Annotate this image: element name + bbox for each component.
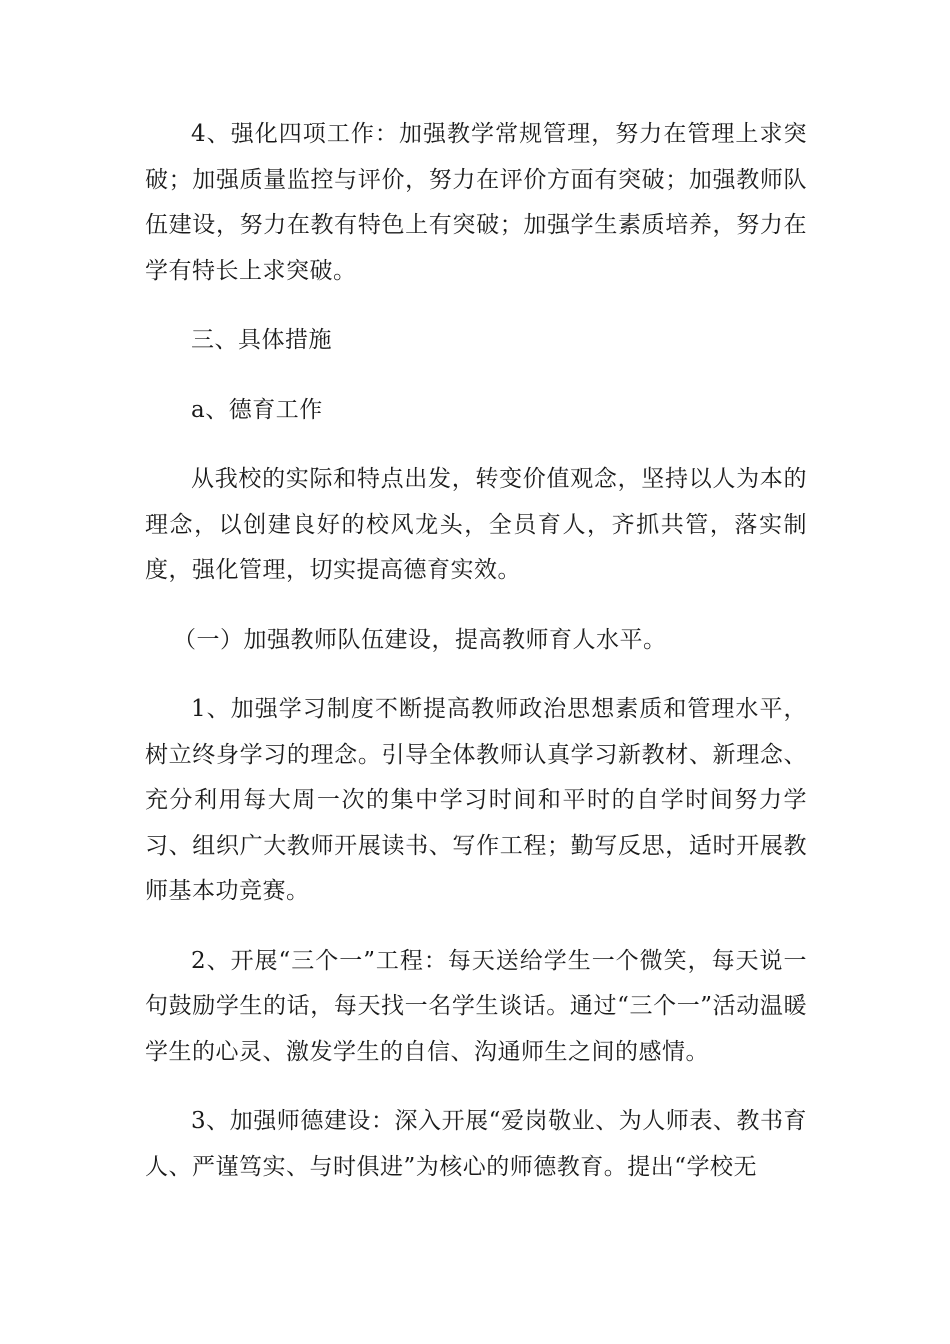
subsection-heading-teacher-team: （一）加强教师队伍建设，提高教师育人水平。 — [173, 626, 667, 653]
paragraph-study-system: 1、加强学习制度不断提高教师政治思想素质和管理水平，树立终身学习的理念。引导全体教师认真学习新教材、新理念、充分利用每大周一次的集中学习时间和平时的自学时间努力学习、组织广大教师开展读书、写作工程；勤写反思，适时开展教师基本功竞赛。 — [145, 696, 807, 904]
paragraph-four-tasks: 4、强化四项工作：加强教学常规管理，努力在管理上求突破；加强质量监控与评价，努力在评价方面有突破；加强教师队伍建设，努力在教有特色上有突破；加强学生素质培养，努力在学有特长上求突破。 — [145, 121, 807, 284]
section-heading-measures: 三、具体措施 — [191, 327, 332, 353]
paragraph-moral-education: 从我校的实际和特点出发，转变价值观念，坚持以人为本的理念，以创建良好的校风龙头，全员育人，齐抓共管，落实制度，强化管理，切实提高德育实效。 — [145, 466, 807, 583]
document-page — [145, 112, 807, 1190]
subsection-heading-moral-education: a、德育工作 — [191, 396, 323, 423]
paragraph-teacher-ethics: 3、加强师德建设：深入开展“爱岗敬业、为人师表、教书育人、严谨笃实、与时俱进”为核心的师德教育。提出“学校无 — [145, 1108, 807, 1180]
paragraph-three-ones: 2、开展“三个一”工程：每天送给学生一个微笑，每天说一句鼓励学生的话，每天找一名学生谈话。通过“三个一”活动温暖学生的心灵、激发学生的自信、沟通师生之间的感情。 — [145, 947, 807, 1065]
